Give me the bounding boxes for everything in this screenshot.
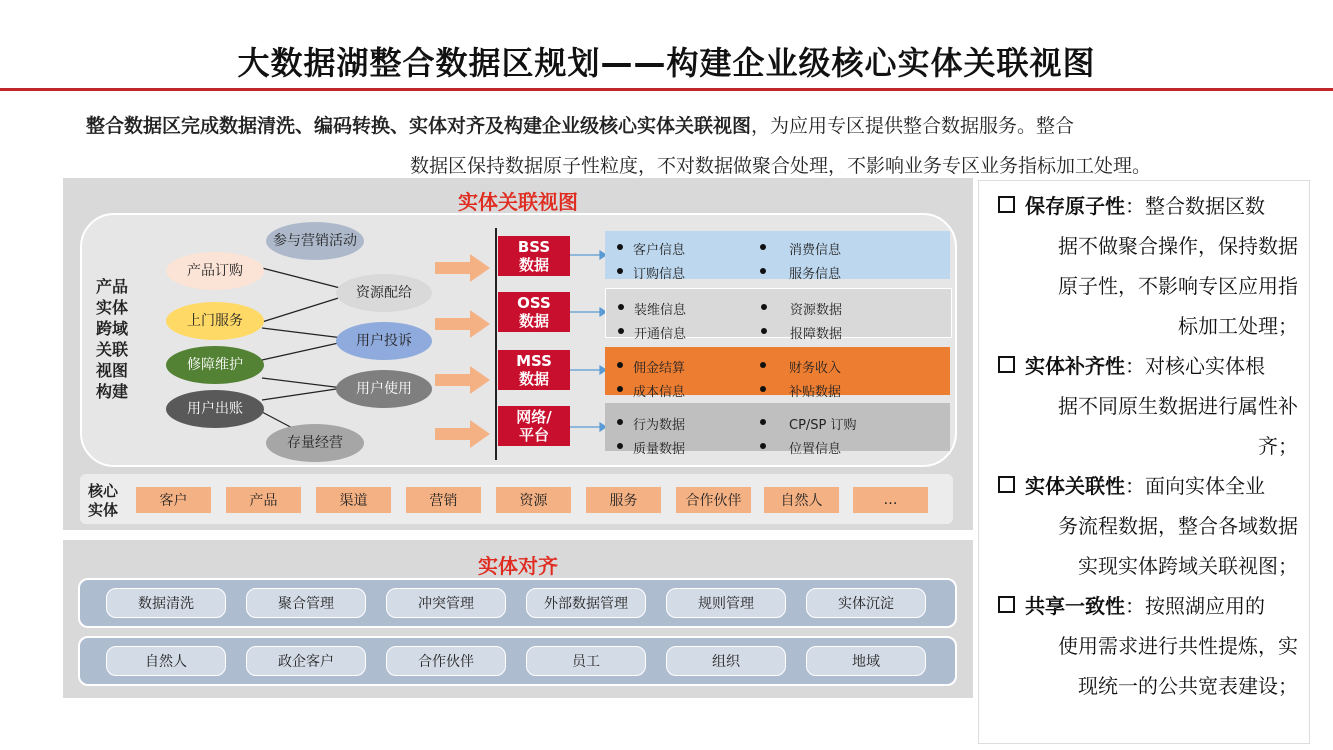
- checkbox-icon: [998, 196, 1015, 213]
- network-info-box: [605, 403, 950, 457]
- entity-view-side-label: 产品 实体 跨域 关联 视图 构建: [96, 277, 129, 401]
- page-title: 大数据湖整合数据区规划——构建企业级核心实体关联视图: [237, 44, 1096, 82]
- oss-info-box: [605, 288, 952, 342]
- principle-consistency: [998, 586, 1298, 706]
- principle-line: 使用需求进行共性提炼，实: [1058, 634, 1298, 658]
- principle-line: 原子性，不影响专区应用指: [1058, 274, 1298, 298]
- core-entity: 产品: [226, 487, 301, 513]
- flow-arrow: [435, 420, 490, 448]
- node-product-order: 产品订购: [166, 252, 264, 290]
- bullet-dot: [760, 443, 766, 449]
- info-item: 报障数据: [790, 327, 843, 342]
- bullet-dot: [617, 362, 623, 368]
- node-resource-allocation: 资源配给: [336, 274, 432, 312]
- flow-arrow: [435, 254, 490, 282]
- entity-alignment-title: 实体对齐: [478, 554, 558, 578]
- info-item: CP/SP 订购: [789, 418, 857, 433]
- info-item: 订购信息: [633, 267, 686, 282]
- principle-line: 据不同原生数据进行属性补: [1058, 394, 1298, 418]
- alignment-item: 实体沉淀: [806, 588, 926, 618]
- bullet-dot: [618, 304, 624, 310]
- principle-head: [998, 586, 1298, 626]
- core-entity: …: [853, 487, 928, 513]
- link-line: [262, 268, 348, 290]
- checkbox-icon: [998, 476, 1015, 493]
- core-entity: 服务: [586, 487, 661, 513]
- info-item: 客户信息: [633, 243, 686, 258]
- bullet-dot: [760, 362, 766, 368]
- bullet-dot: [761, 328, 767, 334]
- principle-line: 现统一的公共宽表建设；: [1078, 674, 1298, 698]
- bullet-dot: [760, 244, 766, 250]
- link-line: [262, 378, 343, 388]
- core-entity: 客户: [136, 487, 211, 513]
- node-onsite-service: 上门服务: [166, 302, 264, 340]
- system-mss: MSS 数据: [498, 350, 570, 390]
- core-entity: 自然人: [764, 487, 839, 513]
- principle-head: [998, 466, 1298, 506]
- principle-atomicity: [998, 186, 1298, 346]
- checkbox-icon: [998, 596, 1015, 613]
- principle-completeness: [998, 346, 1298, 466]
- bullet-dot: [617, 386, 623, 392]
- alignment-entity-row: [78, 636, 957, 686]
- flow-arrow: [435, 310, 490, 338]
- alignment-item: 聚合管理: [246, 588, 366, 618]
- principle-head: [998, 186, 1298, 226]
- info-item: 消费信息: [789, 243, 842, 258]
- info-item: 行为数据: [633, 418, 686, 433]
- bullet-dot: [618, 328, 624, 334]
- checkbox-icon: [998, 356, 1015, 373]
- bullet-dot: [617, 244, 623, 250]
- alignment-item: 员工: [526, 646, 646, 676]
- info-item: 开通信息: [634, 327, 687, 342]
- bullet-dot: [617, 443, 623, 449]
- node-marketing-activity: 参与营销活动: [266, 222, 364, 260]
- link-line: [262, 342, 343, 360]
- alignment-process-row: [78, 578, 957, 628]
- core-entities-label: 核心 实体: [88, 482, 119, 519]
- system-oss: OSS 数据: [498, 292, 570, 332]
- principle-line: 实现实体跨域关联视图；: [1078, 554, 1298, 578]
- principle-line: 务流程数据，整合各域数据: [1058, 514, 1298, 538]
- info-item: 装维信息: [634, 303, 687, 318]
- info-item: 位置信息: [789, 442, 842, 457]
- principle-lead: ：整合数据区数: [1125, 194, 1265, 218]
- alignment-item: 外部数据管理: [526, 588, 646, 618]
- bullet-dot: [760, 268, 766, 274]
- principle-line: 齐；: [1258, 434, 1298, 458]
- core-entity: 渠道: [316, 487, 391, 513]
- principle-head: [998, 346, 1298, 386]
- node-repair-maintenance: 修障维护: [166, 346, 264, 384]
- info-item: 服务信息: [789, 267, 842, 282]
- principle-title: 保存原子性: [1025, 194, 1125, 218]
- node-user-billing: 用户出账: [166, 390, 264, 428]
- node-user-complaint: 用户投诉: [336, 322, 432, 360]
- principle-title: 共享一致性: [1025, 594, 1125, 618]
- info-item: 成本信息: [633, 385, 686, 400]
- principle-line: 据不做聚合操作，保持数据: [1058, 234, 1298, 258]
- link-line: [262, 328, 343, 338]
- intro-bold: 整合数据区完成数据清洗、编码转换、实体对齐及构建企业级核心实体关联视图: [86, 115, 752, 137]
- mss-info-box: [605, 347, 950, 400]
- node-stock-operation: 存量经营: [266, 424, 364, 462]
- principle-title: 实体关联性: [1025, 474, 1125, 498]
- alignment-item: 自然人: [106, 646, 226, 676]
- principle-lead: ：按照湖应用的: [1125, 594, 1265, 618]
- principle-title: 实体补齐性: [1025, 354, 1125, 378]
- entity-view-title: 实体关联视图: [458, 190, 578, 214]
- alignment-item: 数据清洗: [106, 588, 226, 618]
- bullet-dot: [617, 419, 623, 425]
- principle-relevance: [998, 466, 1298, 586]
- system-network: 网络/ 平台: [498, 406, 570, 446]
- info-item: 补贴数据: [789, 385, 842, 400]
- intro-rest: ，为应用专区提供整合数据服务。整合: [751, 115, 1075, 137]
- core-entity: 合作伙伴: [676, 487, 751, 513]
- bullet-dot: [760, 386, 766, 392]
- core-entity: 营销: [406, 487, 481, 513]
- core-entity: 资源: [496, 487, 571, 513]
- link-line: [262, 295, 348, 322]
- principle-lead: ：对核心实体根: [1125, 354, 1265, 378]
- alignment-item: 冲突管理: [386, 588, 506, 618]
- alignment-item: 地域: [806, 646, 926, 676]
- alignment-item: 合作伙伴: [386, 646, 506, 676]
- info-item: 资源数据: [790, 303, 843, 318]
- alignment-item: 组织: [666, 646, 786, 676]
- alignment-item: 政企客户: [246, 646, 366, 676]
- bullet-dot: [760, 419, 766, 425]
- intro-line-2: 数据区保持数据原子性粒度，不对数据做聚合处理，不影响业务专区业务指标加工处理。: [410, 155, 1152, 177]
- info-item: 质量数据: [633, 442, 686, 457]
- system-bss: BSS 数据: [498, 236, 570, 276]
- flow-arrow: [435, 366, 490, 394]
- alignment-item: 规则管理: [666, 588, 786, 618]
- bullet-dot: [761, 304, 767, 310]
- link-line: [262, 388, 343, 400]
- info-item: 财务收入: [789, 361, 842, 376]
- principle-lead: ：面向实体全业: [1125, 474, 1265, 498]
- node-user-usage: 用户使用: [336, 370, 432, 408]
- bss-info-box: [605, 231, 950, 282]
- bullet-dot: [617, 268, 623, 274]
- principle-line: 标加工处理；: [1178, 314, 1298, 338]
- info-item: 佣金结算: [633, 361, 686, 376]
- flow-arrows: [435, 254, 490, 448]
